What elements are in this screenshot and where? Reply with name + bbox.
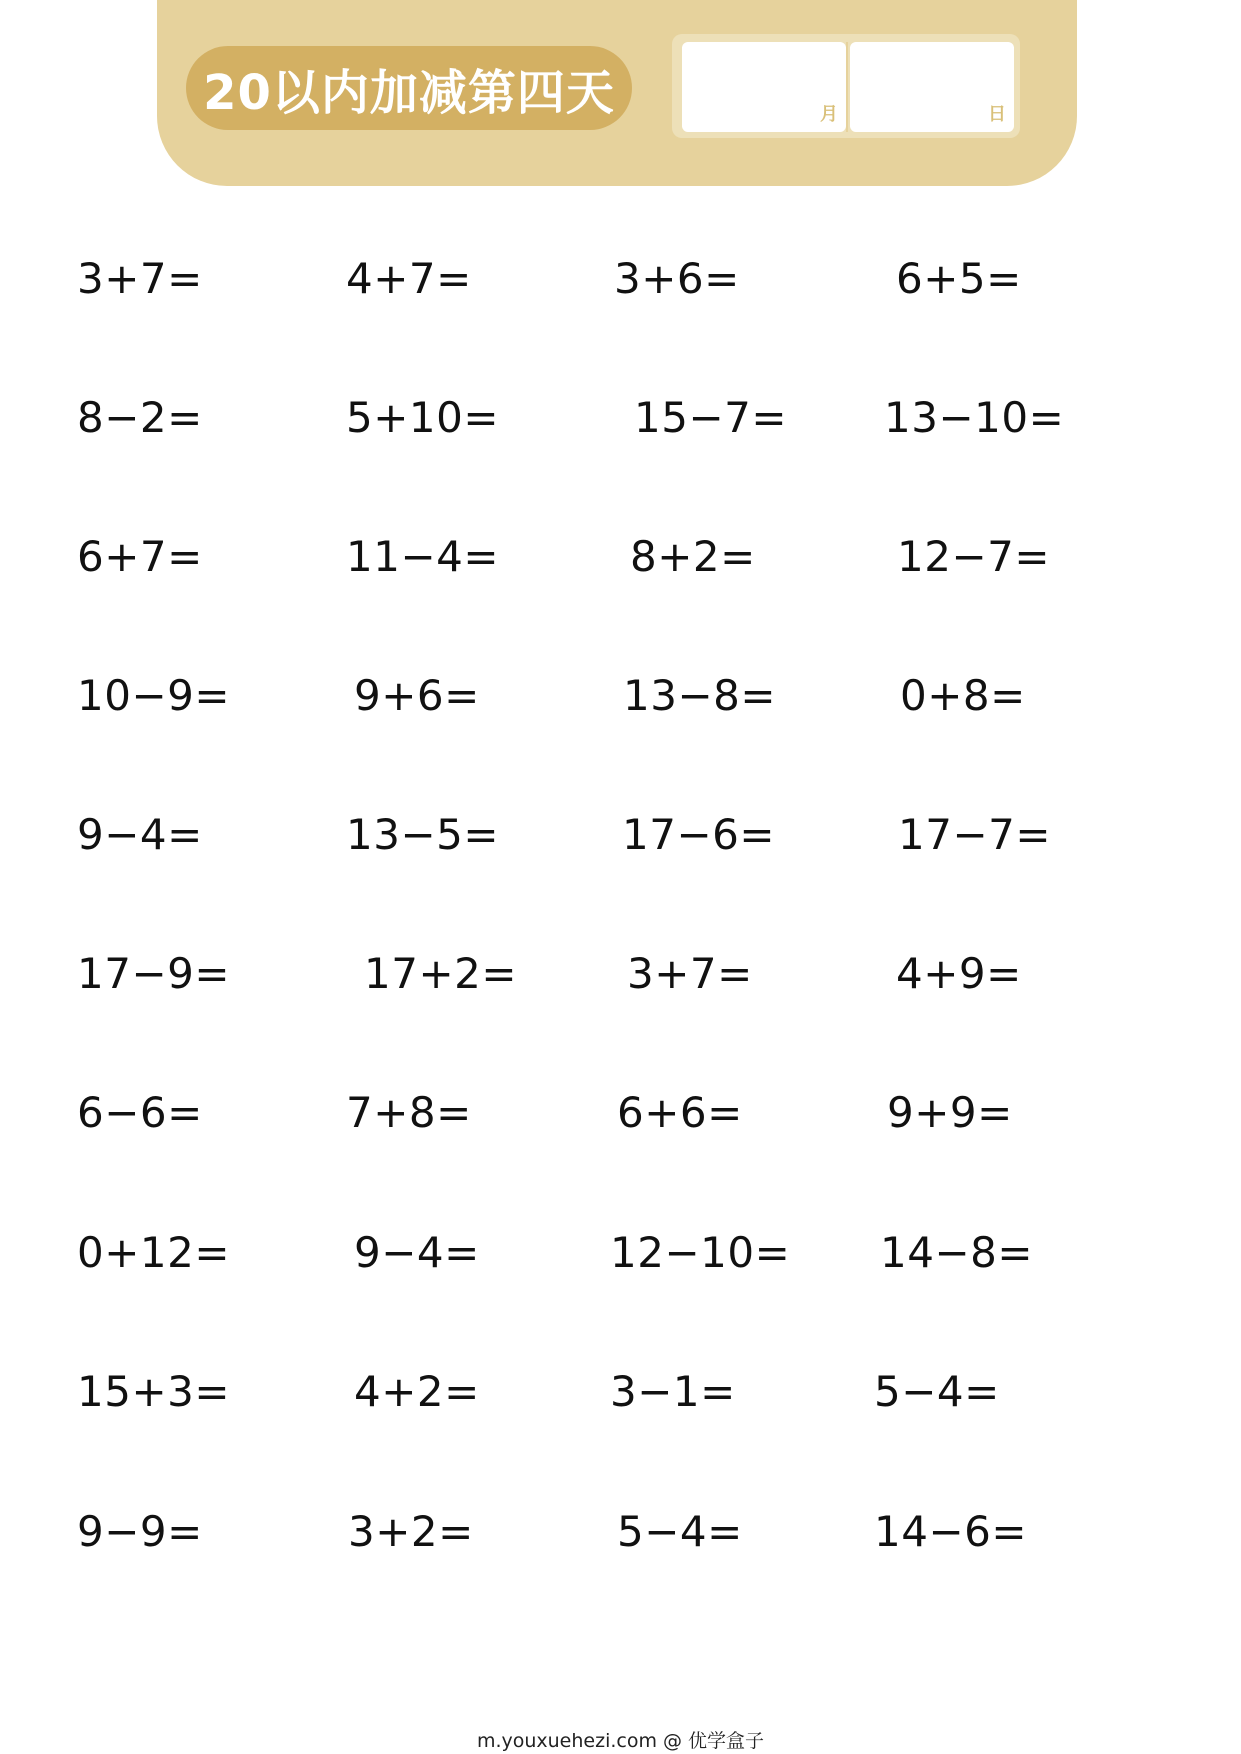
problem: 3+7= xyxy=(627,949,753,998)
problem: 17−6= xyxy=(622,810,776,859)
problem: 17+2= xyxy=(364,949,518,998)
problem: 12−7= xyxy=(897,532,1051,581)
day-label: 日 xyxy=(988,104,1006,125)
problem: 13−5= xyxy=(346,810,500,859)
problem: 5−4= xyxy=(874,1367,1000,1416)
problem: 3−1= xyxy=(610,1367,736,1416)
problem: 8+2= xyxy=(630,532,756,581)
problem: 5+10= xyxy=(346,393,500,442)
problem: 9−4= xyxy=(77,810,203,859)
problem: 0+8= xyxy=(900,671,1026,720)
problem: 11−4= xyxy=(346,532,500,581)
problem: 6−6= xyxy=(77,1088,203,1137)
problem: 4+7= xyxy=(346,254,472,303)
problem: 17−9= xyxy=(77,949,231,998)
problem: 15−7= xyxy=(634,393,788,442)
problem: 3+6= xyxy=(614,254,740,303)
problem: 8−2= xyxy=(77,393,203,442)
problem: 7+8= xyxy=(346,1088,472,1137)
month-label: 月 xyxy=(820,104,838,125)
problem: 15+3= xyxy=(77,1367,231,1416)
problem: 13−8= xyxy=(623,671,777,720)
problem: 9−9= xyxy=(77,1507,203,1556)
problem: 3+2= xyxy=(348,1507,474,1556)
problem: 6+7= xyxy=(77,532,203,581)
problem: 9−4= xyxy=(354,1228,480,1277)
problem: 0+12= xyxy=(77,1228,231,1277)
problem: 3+7= xyxy=(77,254,203,303)
problem: 13−10= xyxy=(884,393,1065,442)
problem: 9+9= xyxy=(887,1088,1013,1137)
problem: 9+6= xyxy=(354,671,480,720)
problem: 4+2= xyxy=(354,1367,480,1416)
problem: 5−4= xyxy=(617,1507,743,1556)
worksheet-title: 20以内加减第四天 xyxy=(186,46,632,130)
footer-watermark: m.youxuehezi.com @ 优学盒子 xyxy=(476,1730,765,1752)
problem: 10−9= xyxy=(77,671,231,720)
problem: 4+9= xyxy=(896,949,1022,998)
problem: 14−8= xyxy=(880,1228,1034,1277)
problem: 6+6= xyxy=(617,1088,743,1137)
problem: 17−7= xyxy=(898,810,1052,859)
problem: 6+5= xyxy=(896,254,1022,303)
problem: 12−10= xyxy=(610,1228,791,1277)
problem: 14−6= xyxy=(874,1507,1028,1556)
